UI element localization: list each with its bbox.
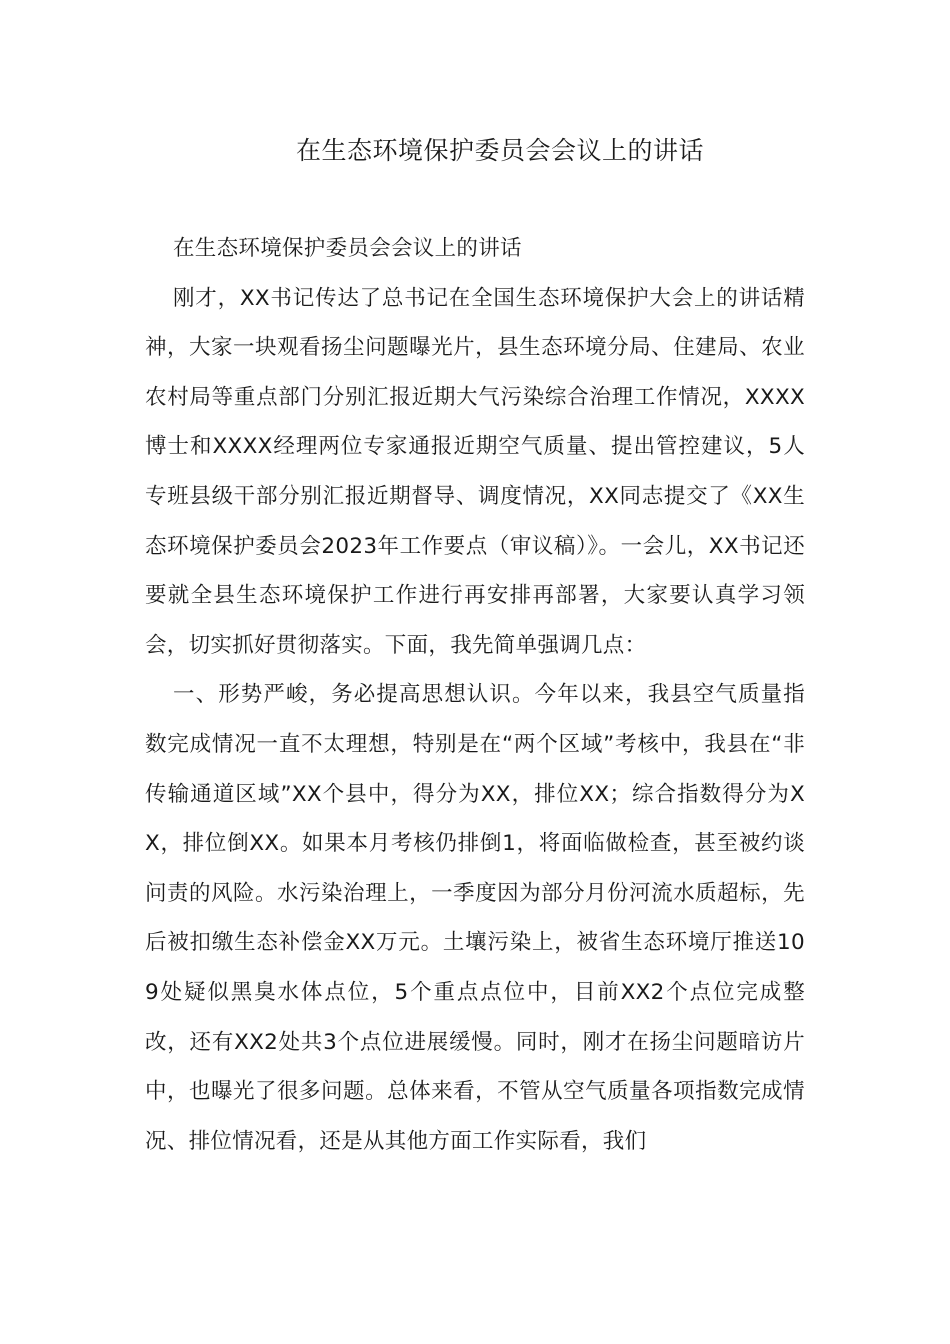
paragraph-heading: 在生态环境保护委员会会议上的讲话: [173, 236, 522, 261]
paragraph-intro: 刚才，XX书记传达了总书记在全国生态环境保护大会上的讲话精神，大家一块观看扬尘问题曝光片，县生态环境分局、住建局、农业农村局等重点部门分别汇报近期大气污染综合治理工作情况，XXXX博士和XXXX经理两位专家通报近期空气质量、提出管控建议，5人专班县级干部分别汇报近期督导、调度情况，XX同志提交了《XX生态环境保护委员会2023年工作要点（审议稿）》。一会儿，XX书记还要就全县生态环境保护工作进行再安排再部署，大家要认真学习领会，切实抓好贯彻落实。下面，我先简单强调几点：: [145, 285, 805, 658]
paragraph-section-one: 一、形势严峻，务必提高思想认识。今年以来，我县空气质量指数完成情况一直不太理想，特别是在“两个区域”考核中，我县在“非传输通道区域”XX个县中，得分为XX，排位XX；综合指数得分为XX，排位倒XX。如果本月考核仍排倒1，将面临做检查，甚至被约谈问责的风险。水污染治理上，一季度因为部分月份河流水质超标，先后被扣缴生态补偿金XX万元。土壤污染上，被省生态环境厅推送109处疑似黑臭水体点位，5个重点点位中，目前XX2个点位完成整改，还有XX2处共3个点位进展缓慢。同时，刚才在扬尘问题暗访片中，也曝光了很多问题。总体来看，不管从空气质量各项指数完成情况、排位情况看，还是从其他方面工作实际看，我们: [145, 682, 805, 1154]
document-title: 在生态环境保护委员会会议上的讲话: [295, 136, 704, 165]
document-body: [145, 224, 805, 1166]
